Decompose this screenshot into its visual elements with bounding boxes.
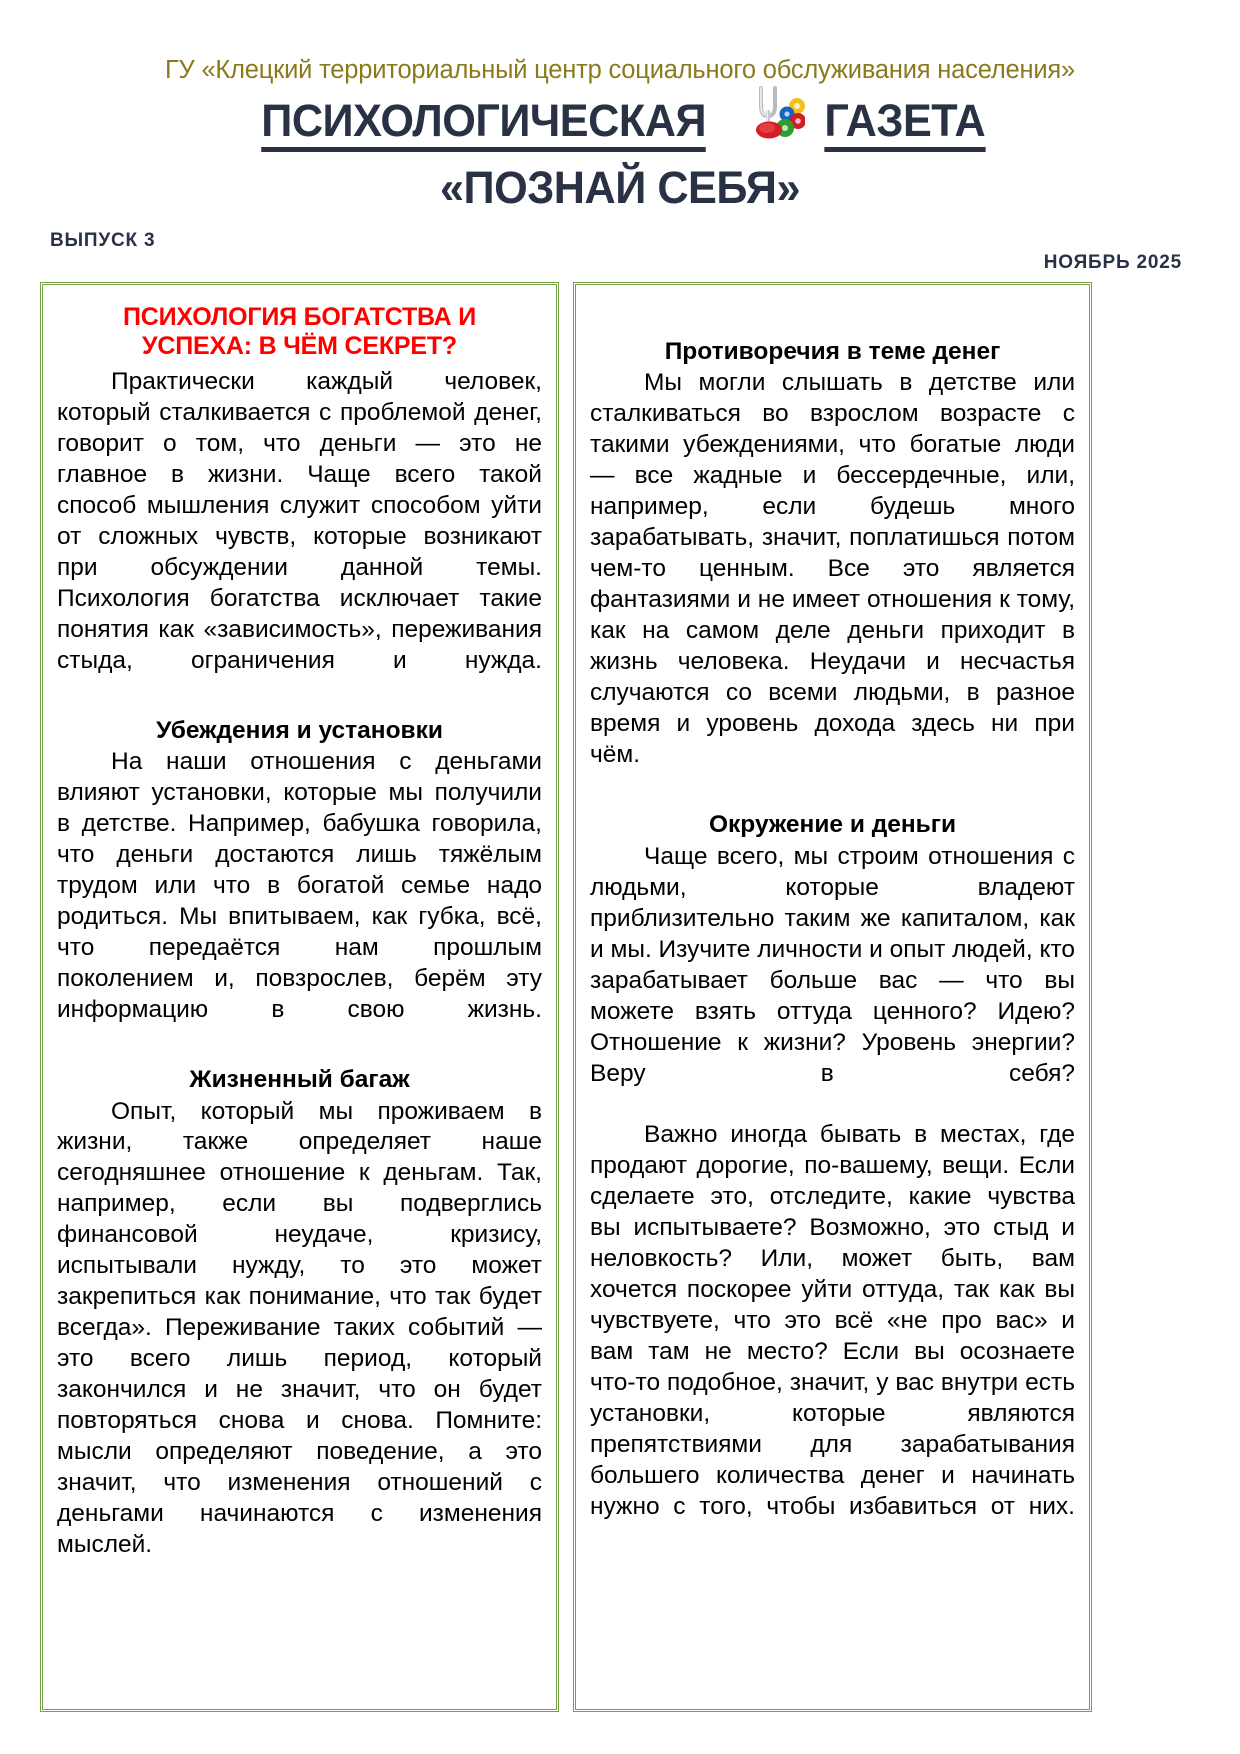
right-paragraph-2: Чаще всего, мы строим отношения с людьми, которые владеют приблизительно таким же капиталом, как и мы. Изучите личности и опыт людей, кто зарабатывает больше вас — что вы можете взять оттуда ценного? Идею? Отношение к жизни? Уровень энергии? Веру в себя?	[590, 842, 1076, 1087]
right-subheading-environment: Окружение и деньги	[708, 811, 957, 839]
issue-date: НОЯБРЬ 2025	[1043, 252, 1182, 274]
right-paragraph-3: Важно иногда бывать в местах, где продают дорогие, по-вашему, вещи. Если сделаете это, отследите, какие чувства вы испытываете? Возможно, это стыд и неловкость? Или, может быть, вам хочется поскорее уйти оттуда, так как вы чувствуете, что это всё «не про вас» и вам там не место? Если вы осознаете что-то подобное, значит, у вас внутри есть установки, которые являются препятствиями для зарабатывания большего количества денег и начинать нужно с того, чтобы избавиться от них.	[590, 1121, 1075, 1521]
right-paragraph-1: Мы могли слышать в детстве или сталкиваться во взрослом возрасте с такими убеждениями, что богатые люди — все жадные и бессердечные, или, например, если будешь много зарабатывать, значит, поплатишься потом чем-то ценным. Все это является фантазиями и не имеет отношения к тому, как на самом деле деньги приходит в жизнь человека. Неудачи и несчастья случаются со всеми людьми, в разное время и уровень дохода здесь ни при чём.	[590, 369, 1075, 769]
right-column	[573, 282, 1092, 1712]
left-paragraph-2: На наши отношения с деньгами влияют установки, которые мы получили в детстве. Например, бабушка говорила, что деньги достаются лишь тяжёлым трудом или что в богатой семье надо родиться. Мы впитываем, как губка, всё, что передаётся нам прошлым поколением и, повзрослев, берём эту информацию в свою жизнь.	[57, 748, 542, 1024]
left-column	[40, 282, 559, 1712]
left-subheading-beliefs: Убеждения и установки	[156, 716, 443, 744]
organization-name: ГУ «Клецкий территориальный центр социального обслуживания населения»	[164, 56, 1076, 84]
article-columns	[40, 282, 1200, 1712]
left-paragraph-1: Практически каждый человек, который сталкивается с проблемой денег, говорит о том, что деньги — это не главное в жизни. Чаще всего такой способ мышления служит способом уйти от сложных чувств, которые возникают при обсуждении данной темы. Психология богатства исключает такие понятия как «зависимость», переживания стыда, ограничения и нужда.	[57, 368, 542, 674]
newspaper-subtitle: «ПОЗНАЙ СЕБЯ»	[439, 162, 800, 214]
masthead	[40, 0, 1200, 214]
left-headline: ПСИХОЛОГИЯ БОГАТСТВА И УСПЕХА: В ЧЁМ СЕКРЕТ?	[122, 303, 477, 361]
psi-gears-logo-icon	[731, 84, 805, 146]
issue-bar	[40, 230, 1200, 282]
left-paragraph-3: Опыт, который мы проживаем в жизни, также определяет наше сегодняшнее отношение к деньгам. Так, например, если вы подверглись финансовой неудаче, кризису, испытывали нужду, то это может закрепиться как понимание, что так будет всегда». Переживание таких событий — это всего лишь период, который закончился и не значит, что он будет повторяться снова и снова. Помните: мысли определяют поведение, а это значит, что изменения отношений с деньгами начинаются с изменения мыслей.	[57, 1097, 542, 1559]
right-subheading-contradictions: Противоречия в теме денег	[664, 338, 1001, 366]
newspaper-title	[40, 95, 1200, 152]
title-word-psychological: ПСИХОЛОГИЧЕСКАЯ	[261, 98, 706, 152]
title-word-newspaper: ГАЗЕТА	[824, 98, 985, 152]
issue-number: ВЫПУСК 3	[50, 230, 156, 252]
left-subheading-life-baggage: Жизненный багаж	[189, 1066, 410, 1094]
